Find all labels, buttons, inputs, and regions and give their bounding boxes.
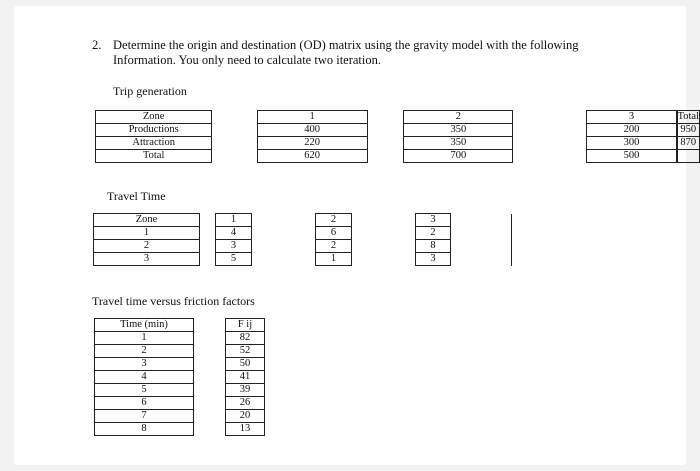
time-cell: 3	[95, 358, 194, 371]
table-row	[95, 397, 265, 410]
column-gap	[451, 240, 512, 253]
table-cell: 3	[587, 111, 676, 124]
column-gap	[451, 253, 512, 266]
column-gap	[200, 214, 216, 227]
friction-cell: 82	[226, 332, 265, 345]
row-label: 2	[94, 240, 200, 253]
table-row	[95, 332, 265, 345]
table-cell: 620	[257, 150, 367, 163]
column-gap	[194, 410, 226, 423]
table-cell: 220	[257, 137, 367, 150]
table-cell: 400	[257, 124, 367, 137]
column-gap	[252, 253, 316, 266]
table-cell: 2	[316, 214, 352, 227]
friction-cell: 26	[226, 397, 265, 410]
row-label: Total	[96, 150, 212, 163]
time-cell: 4	[95, 371, 194, 384]
column-gap	[367, 124, 404, 137]
table-cell: 3	[216, 240, 252, 253]
table-cell: 3	[416, 253, 451, 266]
friction-cell: 50	[226, 358, 265, 371]
time-cell: 1	[95, 332, 194, 345]
column-gap	[451, 214, 512, 227]
table-cell: 700	[404, 150, 513, 163]
table-cell: 5	[216, 253, 252, 266]
row-label: Zone	[94, 214, 200, 227]
table-cell: 1	[257, 111, 367, 124]
table-row	[96, 124, 700, 137]
column-gap	[194, 358, 226, 371]
time-cell: 5	[95, 384, 194, 397]
friction-cell: 52	[226, 345, 265, 358]
column-gap	[194, 397, 226, 410]
table-row	[94, 240, 547, 253]
column-gap	[252, 227, 316, 240]
table-cell: 500	[587, 150, 676, 163]
table-row	[94, 214, 547, 227]
column-gap	[200, 253, 216, 266]
row-label: Zone	[96, 111, 212, 124]
table-cell: 3	[416, 214, 451, 227]
column-gap	[513, 111, 587, 124]
row-label: Attraction	[96, 137, 212, 150]
column-gap	[367, 137, 404, 150]
total-cell: 870	[677, 137, 699, 150]
table-cell: 2	[416, 227, 451, 240]
friction-cell: 41	[226, 371, 265, 384]
friction-heading: Travel time versus friction factors	[92, 294, 255, 308]
column-gap	[200, 227, 216, 240]
column-gap	[367, 150, 404, 163]
column-gap	[513, 137, 587, 150]
table-row	[95, 371, 265, 384]
column-header: F ij	[226, 319, 265, 332]
friction-factor-table	[94, 318, 265, 436]
column-gap	[194, 345, 226, 358]
table-cell: 4	[216, 227, 252, 240]
travel-time-heading: Travel Time	[107, 189, 166, 203]
column-gap	[513, 150, 587, 163]
table-row	[94, 253, 547, 266]
column-gap	[252, 240, 316, 253]
table-row	[95, 345, 265, 358]
column-gap	[194, 423, 226, 436]
table-cell: 2	[316, 240, 352, 253]
total-cell: Total	[677, 111, 699, 122]
column-gap	[352, 227, 416, 240]
column-gap	[194, 332, 226, 345]
row-label: Productions	[96, 124, 212, 137]
trip-generation-heading: Trip generation	[113, 84, 187, 98]
table-cell: 6	[316, 227, 352, 240]
table-header-row	[95, 319, 265, 332]
column-gap	[352, 253, 416, 266]
column-gap	[352, 214, 416, 227]
column-gap	[212, 124, 257, 137]
table-cell: 2	[404, 111, 513, 124]
trip-generation-table	[95, 110, 700, 163]
time-cell: 7	[95, 410, 194, 423]
table-cell: 350	[404, 137, 513, 150]
question-text: Determine the origin and destination (OD) matrix using the gravity model with the following Information. You only need to calculate two iteration.	[113, 38, 579, 67]
column-gap	[194, 319, 226, 332]
column-gap	[200, 240, 216, 253]
friction-cell: 13	[226, 423, 265, 436]
table-row	[95, 358, 265, 371]
total-cell: 950	[677, 124, 699, 137]
question-number: 2.	[92, 38, 102, 52]
column-header: Time (min)	[95, 319, 194, 332]
time-cell: 2	[95, 345, 194, 358]
table-row	[95, 423, 265, 436]
friction-cell: 20	[226, 410, 265, 423]
table-row	[95, 384, 265, 397]
column-gap	[212, 111, 257, 124]
column-gap	[212, 137, 257, 150]
column-gap	[252, 214, 316, 227]
column-gap	[513, 124, 587, 137]
table-row	[96, 150, 700, 163]
time-cell: 8	[95, 423, 194, 436]
table-row	[94, 227, 547, 240]
column-gap	[367, 111, 404, 124]
row-label: 3	[94, 253, 200, 266]
total-cell	[677, 150, 699, 163]
table-cell: 350	[404, 124, 513, 137]
friction-cell: 39	[226, 384, 265, 397]
table-row	[95, 410, 265, 423]
column-gap	[451, 227, 512, 240]
table-cell: 8	[416, 240, 451, 253]
table-cell: 200	[587, 124, 676, 137]
table-cell: 1	[216, 214, 252, 227]
travel-time-table	[93, 213, 547, 266]
time-cell: 6	[95, 397, 194, 410]
table-row	[96, 137, 700, 150]
table-cell: 300	[587, 137, 676, 150]
column-gap	[212, 150, 257, 163]
column-gap	[194, 371, 226, 384]
column-gap	[194, 384, 226, 397]
column-gap	[352, 240, 416, 253]
table-cell: 1	[316, 253, 352, 266]
row-label: 1	[94, 227, 200, 240]
table-row	[96, 111, 700, 124]
